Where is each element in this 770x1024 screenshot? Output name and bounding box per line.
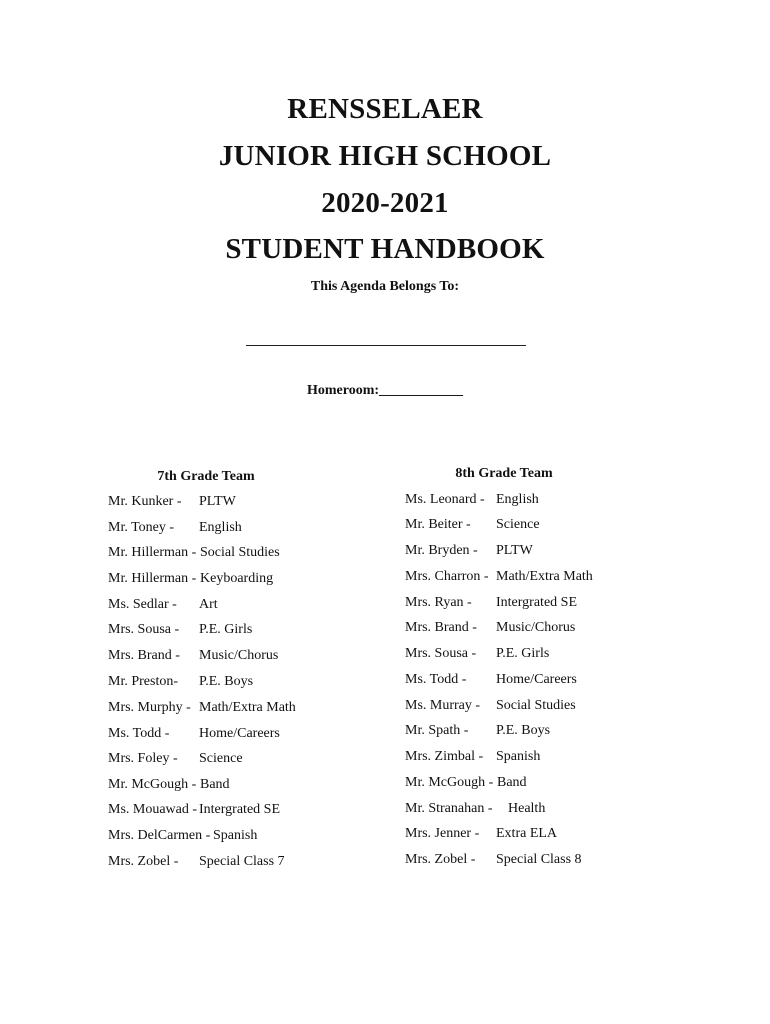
teacher-subject: Science — [199, 751, 243, 766]
teacher-subject: PLTW — [199, 494, 236, 509]
teacher-name: Mrs. Brand - — [108, 648, 180, 663]
teacher-subject: Home/Careers — [496, 672, 577, 687]
teacher-name: Mrs. Ryan - — [405, 595, 472, 610]
teacher-name: Ms. Mouawad - — [108, 802, 198, 817]
teacher-name: Mrs. Sousa - — [405, 646, 477, 661]
teacher-subject: Keyboarding — [200, 571, 274, 586]
teacher-subject: Music/Chorus — [199, 648, 279, 663]
teacher-name: Mr. Beiter - — [405, 517, 471, 532]
teacher-name: Mr. Bryden - — [405, 543, 478, 558]
teacher-subject: Social Studies — [496, 698, 576, 713]
teacher-subject: P.E. Girls — [496, 646, 550, 661]
teacher-subject: P.E. Boys — [199, 674, 254, 689]
teacher-name: Mrs. Zobel - — [405, 852, 476, 867]
teacher-name: Ms. Todd - — [405, 672, 467, 687]
teacher-subject: Band — [497, 775, 527, 790]
teacher-subject: Science — [496, 517, 540, 532]
teacher-name: Mr. Hillerman - — [108, 545, 197, 560]
teacher-name: Ms. Sedlar - — [108, 597, 177, 612]
teacher-subject: Spanish — [496, 749, 541, 764]
teacher-name: Mrs. Brand - — [405, 620, 477, 635]
title-school-name: RENSSELAER — [287, 93, 483, 125]
teacher-name: Mrs. Foley - — [108, 751, 178, 766]
teacher-name: Mr. Stranahan - — [405, 801, 493, 816]
teacher-name: Mrs. Murphy - — [108, 700, 191, 715]
title-school-type: JUNIOR HIGH SCHOOL — [218, 140, 552, 172]
teacher-subject: Special Class 7 — [199, 854, 285, 869]
teacher-name: Mrs. Sousa - — [108, 622, 180, 637]
teacher-name: Mrs. Zimbal - — [405, 749, 484, 764]
homeroom-label: Homeroom:____________ — [306, 383, 464, 398]
teacher-subject: Music/Chorus — [496, 620, 576, 635]
teacher-subject: Math/Extra Math — [199, 700, 296, 715]
teacher-name: Mr. Spath - — [405, 723, 469, 738]
teacher-subject: Extra ELA — [496, 826, 558, 841]
teacher-subject: Band — [200, 777, 230, 792]
title-handbook: STUDENT HANDBOOK — [225, 233, 545, 265]
teacher-subject: P.E. Girls — [199, 622, 253, 637]
teacher-subject: English — [199, 520, 242, 535]
teacher-name: Mr. Kunker - — [108, 494, 182, 509]
teacher-name: Mr. McGough - — [108, 777, 197, 792]
teacher-subject: Home/Careers — [199, 726, 280, 741]
teacher-subject: P.E. Boys — [496, 723, 551, 738]
teacher-subject: Spanish — [213, 828, 258, 843]
teacher-name: Ms. Todd - — [108, 726, 170, 741]
teacher-subject: Health — [508, 801, 546, 816]
teacher-name: Ms. Leonard - — [405, 492, 485, 507]
teacher-name: Mr. Hillerman - — [108, 571, 197, 586]
teacher-name: Mr. McGough - — [405, 775, 494, 790]
teacher-subject: Art — [199, 597, 218, 612]
teacher-subject: Special Class 8 — [496, 852, 582, 867]
agenda-belongs-label: This Agenda Belongs To: — [310, 279, 460, 294]
teacher-name: Mrs. Charron - — [405, 569, 489, 584]
teacher-subject: English — [496, 492, 539, 507]
teacher-subject: Social Studies — [200, 545, 280, 560]
teacher-subject: PLTW — [496, 543, 533, 558]
teacher-name: Mr. Toney - — [108, 520, 175, 535]
owner-name-line — [246, 345, 526, 346]
teacher-subject: Intergrated SE — [496, 595, 577, 610]
seventh-grade-heading: 7th Grade Team — [157, 469, 255, 484]
teacher-name: Mr. Preston- — [108, 674, 178, 689]
teacher-subject: Math/Extra Math — [496, 569, 593, 584]
teacher-name: Ms. Murray - — [405, 698, 481, 713]
teacher-name: Mrs. DelCarmen - — [108, 828, 211, 843]
teacher-name: Mrs. Jenner - — [405, 826, 480, 841]
teacher-name: Mrs. Zobel - — [108, 854, 179, 869]
teacher-subject: Intergrated SE — [199, 802, 280, 817]
title-school-year: 2020-2021 — [321, 187, 449, 219]
eighth-grade-heading: 8th Grade Team — [455, 466, 553, 481]
